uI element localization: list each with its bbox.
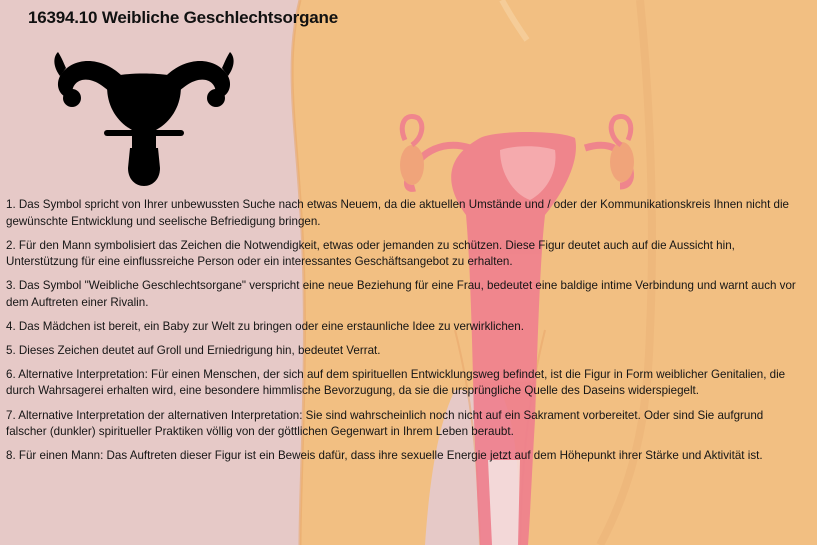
uterus-icon	[52, 38, 236, 188]
list-item: 4. Das Mädchen ist bereit, ein Baby zur Welt zu bringen oder eine erstaunliche Idee zu verwirklichen.	[6, 319, 524, 333]
interpretation-list	[6, 197, 796, 472]
list-item: 6. Alternative Interpretation: Für einen Menschen, der sich auf dem spirituellen Entwicklungsweg befindet, ist die Figur in Form weiblicher Genitalien, die durch Wahrsagerei erhalten wird, eine besondere himmlische Bevorzugung, da sie die ursprüngliche Quelle des Daseins widerspiegelt.	[6, 367, 786, 398]
list-item: 2. Für den Mann symbolisiert das Zeichen die Notwendigkeit, etwas oder jemanden zu schützen. Diese Figur deutet auch auf die Aussicht hin, Unterstützung für eine einflussreiche Person oder ein interessantes Geschäftsangebot zu erhalten.	[6, 238, 735, 269]
list-item: 5. Dieses Zeichen deutet auf Groll und Erniedrigung hin, bedeutet Verrat.	[6, 343, 381, 357]
list-item: 3. Das Symbol "Weibliche Geschlechtsorgane" verspricht eine neue Beziehung für eine Frau, bedeutet eine baldige intime Verbindung und warnt auch vor dem Auftreten einer Rivalin.	[6, 279, 796, 309]
list-item: 7. Alternative Interpretation der alternativen Interpretation: Sie sind wahrscheinlich noch nicht auf ein Sakrament vorbereitet. Oder sind Sie aufgrund falscher (dunkler) spiritueller Praktiken völlig von der göttlichen Gegenwart in Ihrem Leben beraubt.	[6, 408, 764, 439]
page-title: 16394.10 Weibliche Geschlechtsorgane	[28, 8, 338, 27]
list-item: 8. Für einen Mann: Das Auftreten dieser Figur ist ein Beweis dafür, dass ihre sexuelle Energie jetzt auf dem Höhepunkt ihrer Stärke und Aktivität ist.	[6, 449, 763, 463]
list-item: 1. Das Symbol spricht von Ihrer unbewussten Suche nach etwas Neuem, da die aktuellen Umstände und / oder der Kommunikationskreis Ihnen nicht die gewünschte Entwicklung und seelische Befriedigung bringen.	[6, 198, 790, 228]
